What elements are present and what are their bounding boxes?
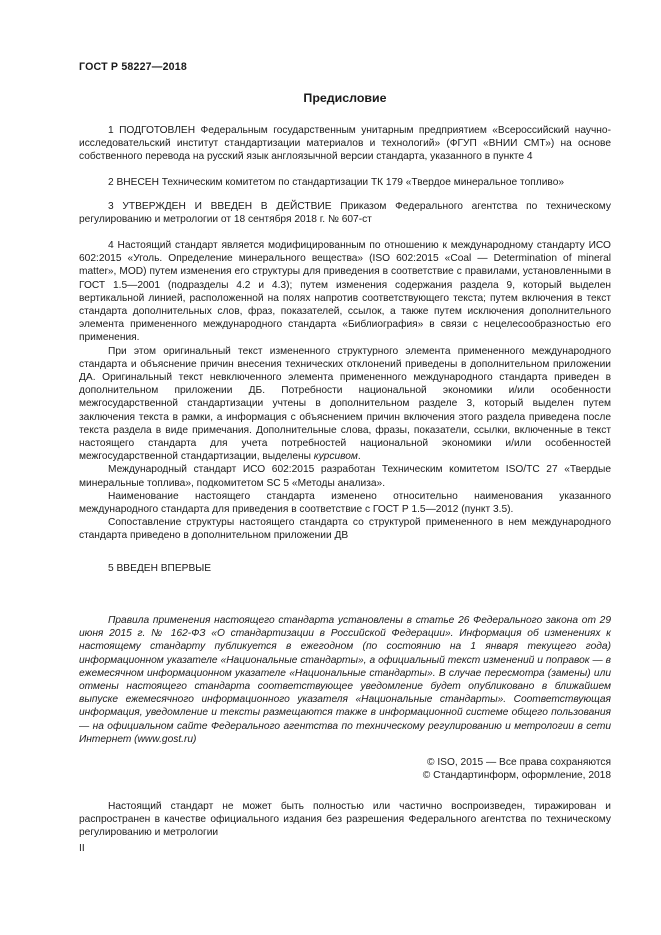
item-5: 5 ВВЕДЕН ВПЕРВЫЕ — [108, 563, 212, 574]
item-4-paragraph-3: Международный стандарт ИСО 602:2015 разработан Техническим комитетом ISO/TC 27 «Твердые минеральные топлива», подкомитетом SC 5 «Методы анализа». — [79, 464, 611, 489]
item-3-block — [79, 200, 611, 226]
item-2: 2 ВНЕСЕН Техническим комитетом по стандартизации ТК 179 «Твердое минеральное топливо» — [108, 177, 565, 188]
item-4-paragraph-1: 4 Настоящий стандарт является модифицированным по отношению к международному стандарту ИСО 602:2015 «Уголь. Определение минерального вещества» (ISO 602:2015 «Coal — Determination of mineral matter», MOD) путем изменения его структуры для приведения в соответствие с правилами, установленными в ГОСТ 1.5—2001 (подразделы 4.2 и 4.3); путем изменения содержания раздела 9, который выделен вертикальной линией, расположенной на полях напротив соответствующего текста; путем включения в текст стандарта дополнительных слов, фраз, показателей, ссылок, а также путем исключения дополнительного элемента примененного международного стандарта «Библиография» в связи с нецелесообразностью его применения. — [79, 240, 611, 344]
page-number: II — [79, 843, 85, 854]
copyright-standartinform: © Стандартинформ, оформление, 2018 — [422, 770, 611, 782]
item-4-paragraph-2-end: . — [357, 451, 361, 463]
item-4-block — [79, 239, 611, 543]
standard-application-notice: Правила применения настоящего стандарта установлены в статье 26 Федерального закона от 29 июня 2015 г. № 162-ФЗ «О стандартизации в Российской Федерации». Информация об изменениях к настоящему стандарту публикуется в ежегодном (по состоянию на 1 января текущего года) информационном указателе «Национальные стандарты», а официальный текст изменений и поправок — в ежемесячном информационном указателе «Национальные стандарты». В случае пересмотра (замены) или отмены настоящего стандарта соответствующее уведомление будет опубликовано в ближайшем выпуске ежемесячного информационного указателя «Национальные стандарты». Соответствующая информация, уведомление и тексты размещаются также в информационной системе общего пользования — на официальном сайте Федерального агентства по техническому регулированию и метрологии в сети Интернет (www.gost.ru) — [79, 615, 611, 745]
item-4-paragraph-5: Сопоставление структуры настоящего стандарта со структурой примененного в нем международного стандарта приведено в дополнительном приложении ДВ — [79, 517, 611, 542]
page-title: Предисловие — [303, 91, 387, 105]
item-2-block — [79, 176, 611, 189]
italic-word: курсивом — [313, 451, 358, 463]
copyright-iso: © ISO, 2015 — Все права сохраняются — [427, 757, 611, 768]
reproduction-block — [79, 800, 611, 840]
item-1: 1 ПОДГОТОВЛЕН Федеральным государственным унитарным предприятием «Всероссийский научно-исследовательский институт стандартизации материалов и технологий» (ФГУП «ВНИИ СМТ») на основе собственного перевода на русский язык англоязычной версии стандарта, указанного в пункте 4 — [79, 125, 611, 163]
item-1-block — [79, 124, 611, 164]
notice-block — [79, 614, 611, 746]
item-5-block — [79, 562, 611, 575]
item-4-paragraph-2 — [79, 345, 611, 464]
item-4-paragraph-4: Наименование настоящего стандарта изменено относительно наименования указанного международного стандарта для приведения в соответствие с ГОСТ Р 1.5—2012 (пункт 3.5). — [79, 490, 611, 516]
copyright-block — [423, 756, 611, 782]
standard-id: ГОСТ Р 58227—2018 — [79, 61, 187, 73]
reproduction-note: Настоящий стандарт не может быть полностью или частично воспроизведен, тиражирован и распространен в качестве официального издания без разрешения Федерального агентства по техническому регулированию и метрологии — [79, 801, 611, 839]
item-3: 3 УТВЕРЖДЕН И ВВЕДЕН В ДЕЙСТВИЕ Приказом Федерального агентства по техническому регулированию и метрологии от 18 сентября 2018 г. № 607-ст — [79, 201, 611, 226]
item-4-paragraph-2-text: При этом оригинальный текст измененного структурного элемента примененного международного стандарта и объяснение причин внесения технических отклонений приведены в дополнительном приложении ДА. Оригинальный текст невключенного элемента примененного международного стандарта приведен в дополнительном приложении ДБ. Потребности национальной экономики и/или особенности межгосударственной стандартизации учтены в дополнительном разделе 3, который выделен путем заключения текста в рамки, а информация с объяснением причин включения этого раздела приведена после текста раздела в виде примечания. Дополнительные слова, фразы, показатели, ссылки, включенные в текст настоящего стандарта для учета потребностей национальной экономики и/или особенностей межгосударственной стандартизации, выделены — [79, 345, 611, 463]
